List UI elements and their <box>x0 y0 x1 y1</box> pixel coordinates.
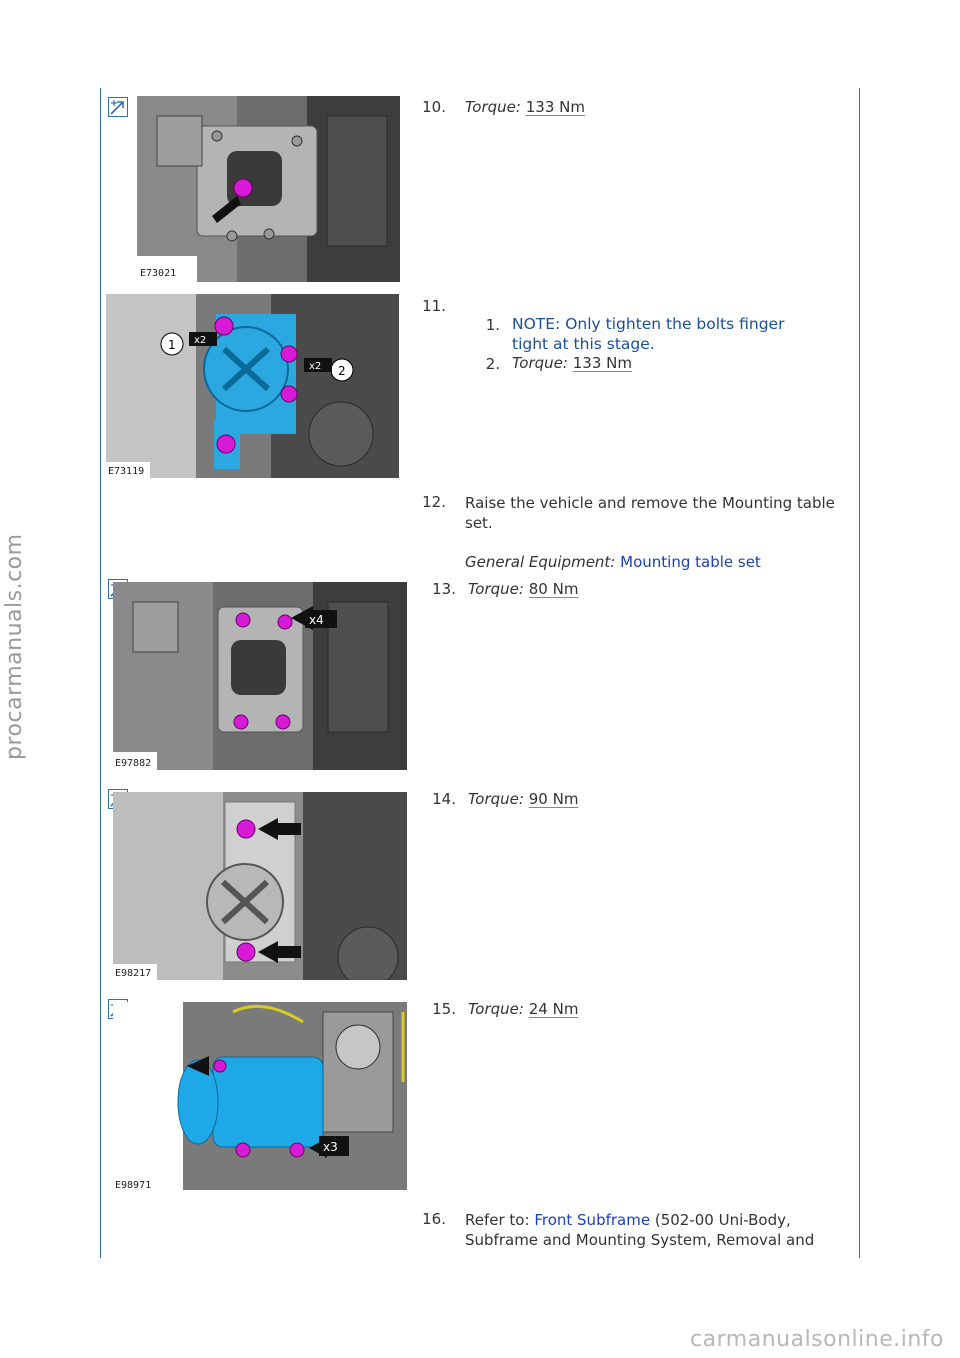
torque-label: Torque: <box>468 790 524 808</box>
torque-spec <box>468 580 578 598</box>
torque-label: Torque: <box>468 580 524 598</box>
callout-1: 1 <box>168 338 176 352</box>
step-number: 10. <box>422 98 446 116</box>
callout-x2-b: x2 <box>309 361 322 372</box>
figure-label: E73119 <box>108 466 145 477</box>
torque-label: Torque: <box>468 1000 524 1018</box>
torque-value: 133 Nm <box>572 354 632 372</box>
right-rule <box>859 88 860 1258</box>
refer-to-label: Refer to: <box>465 1211 530 1229</box>
reference-text <box>465 1210 814 1250</box>
torque-label: Torque: <box>465 98 521 116</box>
torque-value: 80 Nm <box>528 580 579 598</box>
step-number: 15. <box>432 1000 456 1018</box>
instruction-text <box>465 493 835 533</box>
torque-spec <box>465 98 585 116</box>
step-10-illustration <box>137 96 400 282</box>
step-15-illustration <box>113 1002 407 1190</box>
instruction-line: Raise the vehicle and remove the Mounting table <box>465 494 835 512</box>
callout-2: 2 <box>338 364 346 378</box>
step-14-illustration <box>113 792 407 980</box>
callout-x2-a: x2 <box>194 335 207 346</box>
reference-line-2: Subframe and Mounting System, Removal and <box>465 1231 815 1249</box>
note-line: NOTE: Only tighten the bolts finger <box>512 315 785 333</box>
torque-value: 133 Nm <box>525 98 585 116</box>
callout-x3: x3 <box>323 1140 338 1154</box>
note-line: tight at this stage. <box>512 335 655 353</box>
substep-number: 2. <box>485 355 500 373</box>
bottom-watermark: carmanualsonline.info <box>690 1327 944 1352</box>
torque-value: 90 Nm <box>528 790 579 808</box>
step-number: 13. <box>432 580 456 598</box>
step-13-illustration <box>113 582 407 770</box>
figure-label: E98971 <box>115 1180 152 1190</box>
note-text <box>512 314 784 354</box>
mounting-table-link[interactable]: Mounting table set <box>620 553 761 571</box>
substep-number: 1. <box>485 316 500 334</box>
left-rule <box>100 88 101 1258</box>
instruction-line: set. <box>465 514 493 532</box>
front-subframe-link[interactable]: Front Subframe <box>534 1211 651 1229</box>
figure-label: E97882 <box>115 758 152 769</box>
side-watermark-text: procarmanuals.com <box>2 533 27 760</box>
step-number: 16. <box>422 1210 446 1228</box>
equipment-label: General Equipment: <box>465 553 616 571</box>
step-number: 12. <box>422 493 446 511</box>
reference-suffix: (502-00 Uni-Body, <box>654 1211 791 1229</box>
step-number: 14. <box>432 790 456 808</box>
step-number: 11. <box>422 297 446 315</box>
torque-spec <box>512 354 632 372</box>
callout-x4: x4 <box>309 613 324 627</box>
figure-label: E73021 <box>140 268 177 279</box>
torque-spec <box>468 790 578 808</box>
figure-label: E98217 <box>115 968 152 979</box>
general-equipment <box>465 553 761 571</box>
torque-spec <box>468 1000 578 1018</box>
torque-label: Torque: <box>512 354 568 372</box>
zoom-icon[interactable] <box>108 97 128 117</box>
torque-value: 24 Nm <box>528 1000 579 1018</box>
step-11-illustration <box>106 294 399 478</box>
